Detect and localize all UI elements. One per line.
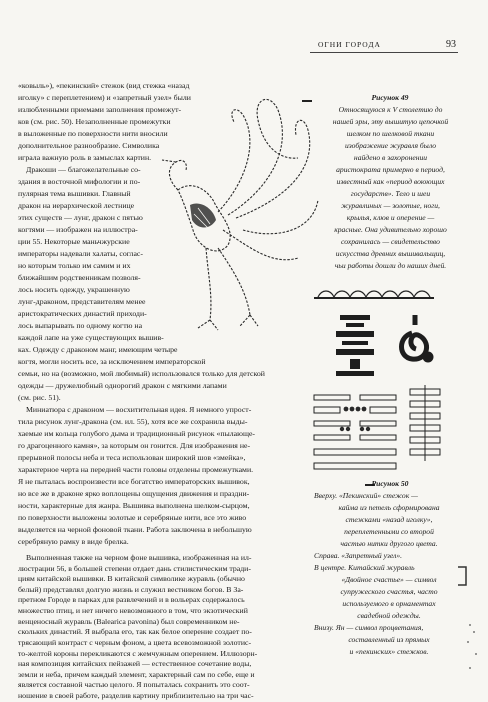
body-line: люстрации 56, в большей степени отдает дань стилистическим тради- [18,563,251,573]
body-line: хаемые им кольца голубого дыма и традиционный рисунок «пылающе- [18,429,256,438]
caption-line: стежками «назад иголку», [345,515,433,524]
body-line: земли и неба, причем каждый элемент, характерный сам по себе, еще и [18,669,255,679]
caption-line: Относящуюся к V столетию до [338,105,443,114]
body-line: ции 55. Некоторые маньчжурские [18,237,130,246]
body-line: аристократических династий приходи- [18,309,147,318]
caption-line: Справа. «Запретный узел». [314,551,403,560]
body-line: когтя, могли носить все, за исключением императорской [18,357,206,366]
caption-line: найдено в захоронении [353,153,428,162]
caption-line: крылья, клюв и оперение — [346,213,435,222]
caption-line: изображение журавля было [344,141,437,150]
body-line: дракон на иерархической лестнице [18,201,135,210]
caption-line: сохранилась — свидетельство [341,237,440,246]
body-line: ближайшим родственникам позволя- [18,273,141,282]
body-line: ках. Одежду с драконом манг, имеющим четыре [18,345,178,354]
body-line: императоры надевали халаты, соглас- [18,249,143,258]
body-line: трясающий контраст с черным фоном, а цвета всевозможной золотис- [18,637,252,647]
body-line: Выполненная также на черном фоне вышивка, изображенная на ил- [26,553,252,562]
body-line: Миниатюра с драконом — восхитительная идея. Я немного упрост- [26,405,252,414]
body-line: претном Городе в парках для развлечений и в вольерах содержалось [18,595,245,605]
caption-line: частью нитки другого цвета. [340,539,438,548]
caption-line: журавлиных — золотые, ноги, [341,201,440,210]
body-line: циям китайской вышивки. В китайской символике журавль (обычно [18,574,245,584]
body-line: но которым только им самим и их [18,261,131,270]
body-line: ношение в своей работе, разделив картину приблизительно на три час- [18,691,254,700]
caption-line: шелком по шелковой ткани [346,129,435,138]
body-line: (см. рис. 51). [18,393,61,402]
body-line: «ковыль»), «пекинский» стежок (вид стежка «назад [18,81,190,90]
caption-line: переплетенными со второй [344,527,434,536]
body-line: семьи, но на (возможно, мой любимый) использовался только для детской [18,369,265,378]
caption-line: кайма из петель сформирована [338,503,440,512]
body-line: лось носить одежду, украшенную [18,285,130,294]
figure-50-label: Рисунок 50 [371,479,409,488]
caption-line: составленный из прямых [348,635,430,644]
body-line: скольких династий. Я выбрала его, так как белое оперение создает по- [18,627,252,637]
body-line: здания в восточной мифологии и по- [18,177,141,186]
caption-line: «Двойное счастье» — символ [341,575,437,584]
body-line: то-желтой короны перекликаются с жемчужным оперением. Иллюзорн- [18,648,258,658]
caption-line: красные. Она удивительно хорошо [334,225,447,234]
body-line: лось выпарывать по одному когтю на [18,321,143,330]
body-line: является составной частью целого. Я попыталась сохранить это соот- [18,680,250,690]
caption-line: Внизу. Ян — символ процветания, [314,623,424,632]
body-line: тила рисунок лунг-дракона (см. ил. 55), хотя все же сохранила выды- [18,417,248,426]
body-line: го драгоценного камня», за которым он гонится. Для изображения не- [18,441,251,450]
body-line: дополнительное разнообразие. Символика [18,141,160,150]
body-line: играла важную роль в замыслах картин. [18,153,152,162]
caption-line: Вверху. «Пекинский» стежок — [314,491,418,500]
figure-49-label: Рисунок 49 [371,93,409,102]
body-line: но все же в драконе ярко воплощены ощущения движения и праздни- [18,489,250,498]
body-line: характерное черта на передней части головы отделены промежутками. [18,465,254,474]
body-line: ков (см. рис. 50). Незаполненные промежутки [18,117,171,126]
body-line: венценосный журавль (Balearica pavonina) был современником не- [18,616,240,626]
body-line: лунг-драконом, представителям менее [18,297,146,306]
caption-line: супружеского счастья, часто [340,587,438,596]
body-line: серебряную рамку в виде брелка. [18,537,129,546]
body-line: в выложенные по поверхности нити вносили [18,129,168,138]
caption-line: свадебной одежды. [357,611,421,620]
caption-line: государств». Тело и шеи [350,189,431,198]
caption-line: известный как «период воюющих [336,177,445,186]
caption-line: искусства древних вышивальщиц, [335,249,446,258]
running-head: ОГНИ ГОРОДА [318,40,381,49]
caption-line: нашей эры, эту вышитую цепочкой [332,117,449,126]
caption-line: и «пекинских» стежков. [349,647,429,656]
body-line: пулярная тема вышивки. Главный [18,189,131,198]
body-line: ности, характерные для жанра. Вышивка выполнена шелком-сырцом, [18,501,250,510]
body-line: множество птиц, и нет ничего невозможного в том, что экзотический [18,606,248,616]
body-line: иголку» с переплетением) и «запретный узел» были [18,93,191,102]
body-line: белый) представлял долгую жизнь и служил вестником богов. В За- [18,584,244,594]
body-line: ная композиция китайских пейзажей — естественное сочетание воды, [18,659,252,669]
caption-line: аристократа примерно в период, [336,165,445,174]
body-line: Дракоши — благожелательные со- [26,165,141,174]
body-line: одежды — дружелюбный однорогий дракон с мягкими лапами [18,381,227,390]
body-line: излюбленными приемами заполнения промежут- [18,105,182,114]
body-line: этих существ — лунг, дракон с пятью [18,213,143,222]
caption-line: В центре. Китайский журавль [314,563,415,572]
body-line: когтями — изображен на иллюстра- [18,225,138,234]
body-line: выделяется на черной фоновой ткани. Работа заключена в небольшую [18,525,252,534]
page-number: 93 [446,39,456,50]
caption-line: чьи работы дошли до наших дней. [334,261,447,270]
caption-line: используемого в орнаментах [342,599,436,608]
body-line: прерывной полосы неба и теса использован широкий шов «змейка», [18,453,246,462]
body-line: по поверхности выложены золотые и серебряные нити, все это живо [18,513,247,522]
body-line: каждой лапе на уже существующих вышив- [18,333,164,342]
body-line: Я не пыталась воспроизвести все богатство императорских вышивок, [18,477,250,486]
